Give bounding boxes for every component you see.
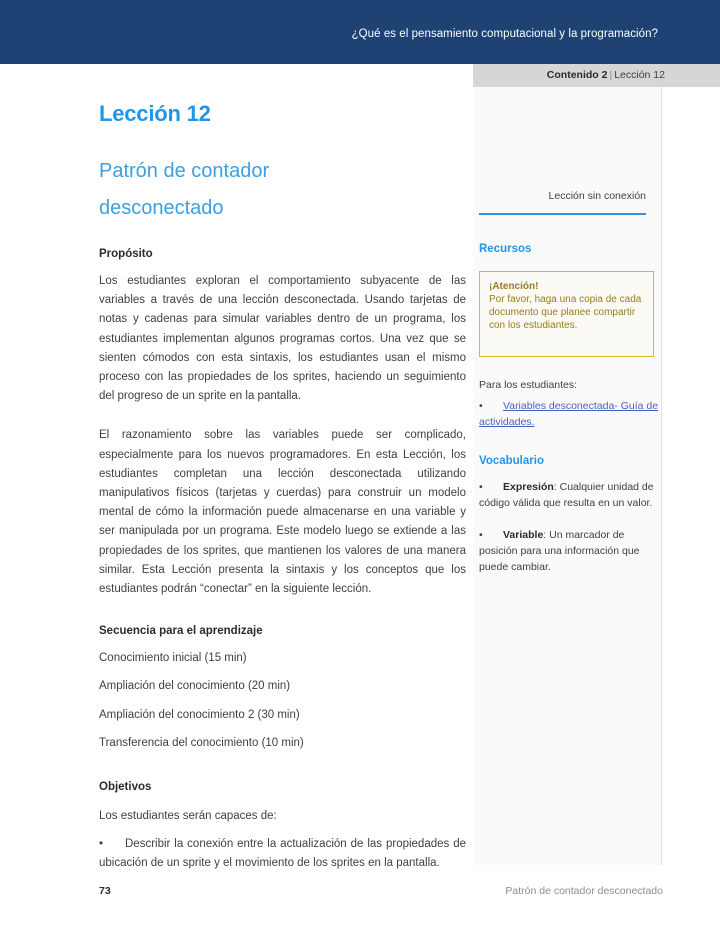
objective-item: [99, 835, 466, 873]
vocabulary-term: Expresión: [503, 481, 554, 493]
bullet-icon: •: [99, 838, 104, 851]
sequence-item: Transferencia del conocimiento (10 min): [99, 736, 304, 749]
heading-secuencia: Secuencia para el aprendizaje: [99, 625, 263, 638]
breadcrumb: [473, 64, 665, 87]
heading-objetivos: Objetivos: [99, 781, 152, 794]
vocabulary-definition: : Un marcador de posición para una información que puede cambiar.: [479, 529, 640, 573]
breadcrumb-separator: |: [609, 69, 613, 81]
resource-link-item[interactable]: [479, 398, 661, 430]
sidebar-heading-recursos: Recursos: [479, 243, 532, 255]
vocabulary-entry: [479, 527, 663, 575]
header-banner-title: ¿Qué es el pensamiento computacional y la programación?: [351, 28, 658, 40]
breadcrumb-content-label: Contenido 2: [546, 69, 608, 81]
breadcrumb-lesson-label: Lección 12: [614, 69, 665, 81]
resource-link[interactable]: Variables desconectada- Guía de actividades.: [479, 400, 659, 428]
paragraph-proposito-1: Los estudiantes exploran el comportamiento subyacente de las variables a través de una lección desconectada. Usando tarjetas de notas y cadenas para simular variables dentro de un programa, los estudiantes implementan algunos programas cortos. Una vez que se sienten cómodos con esta sintaxis, los estudiantes usan el mismo proceso con las propiedades de los sprites, haciendo un seguimiento del progreso de un sprite en la pantalla.: [99, 275, 466, 403]
page-title: Patrón de contador desconectado: [99, 160, 270, 219]
offline-lesson-label: Lección sin conexión: [548, 190, 646, 202]
attention-body: Por favor, haga una copia de cada documento que planee compartir con los estudiantes.: [489, 294, 642, 331]
sequence-item: Ampliación del conocimiento 2 (30 min): [99, 708, 300, 721]
lesson-number: Lección 12: [99, 101, 211, 126]
main-content: [99, 100, 466, 874]
footer-page-number: 73: [99, 885, 111, 897]
attention-title: ¡Atención!: [489, 281, 539, 292]
sidebar-heading-vocabulario: Vocabulario: [479, 455, 544, 467]
attention-callout-box: [479, 271, 654, 357]
sequence-item: Ampliación del conocimiento (20 min): [99, 680, 291, 693]
vocabulary-term: Variable: [503, 529, 544, 541]
objective-text: Describir la conexión entre la actualización de las propiedades de ubicación de un sprite y el movimiento de los sprites en la pantalla.: [99, 838, 466, 870]
sidebar-divider-rule: [479, 213, 646, 215]
objetivos-lead: Los estudiantes serán capaces de:: [99, 810, 277, 823]
footer-running-title: Patrón de contador desconectado: [505, 885, 663, 897]
paragraph-proposito-2: El razonamiento sobre las variables puede ser complicado, especialmente para los nuevos programadores. En esta Lección, los estudiantes completan una lección desconectada utilizando manipulativos físicos (tarjetas y cuerdas) para construir un modelo mental de cómo la información puede almacenarse en una variable y ser manipulada por un programa. Este modelo luego se extiende a las propiedades de los sprites, que mantienen los valores de una manera similar. Esta Lección presenta la sintaxis y los conceptos que los estudiantes podrán “conectar” en la siguiente lección.: [99, 429, 466, 596]
vocabulary-definition: : Cualquier unidad de código válida que resulta en un valor.: [479, 481, 654, 509]
breadcrumb-banner: [473, 64, 720, 87]
sidebar-panel: [473, 87, 662, 865]
bullet-icon: •: [479, 400, 483, 412]
sequence-item: Conocimiento inicial (15 min): [99, 652, 247, 665]
heading-proposito: Propósito: [99, 248, 153, 260]
bullet-icon: •: [479, 481, 483, 493]
page-header-band: [0, 0, 720, 64]
bullet-icon: •: [479, 529, 483, 541]
for-students-label: Para los estudiantes:: [479, 379, 578, 391]
vocabulary-entry: [479, 479, 663, 511]
